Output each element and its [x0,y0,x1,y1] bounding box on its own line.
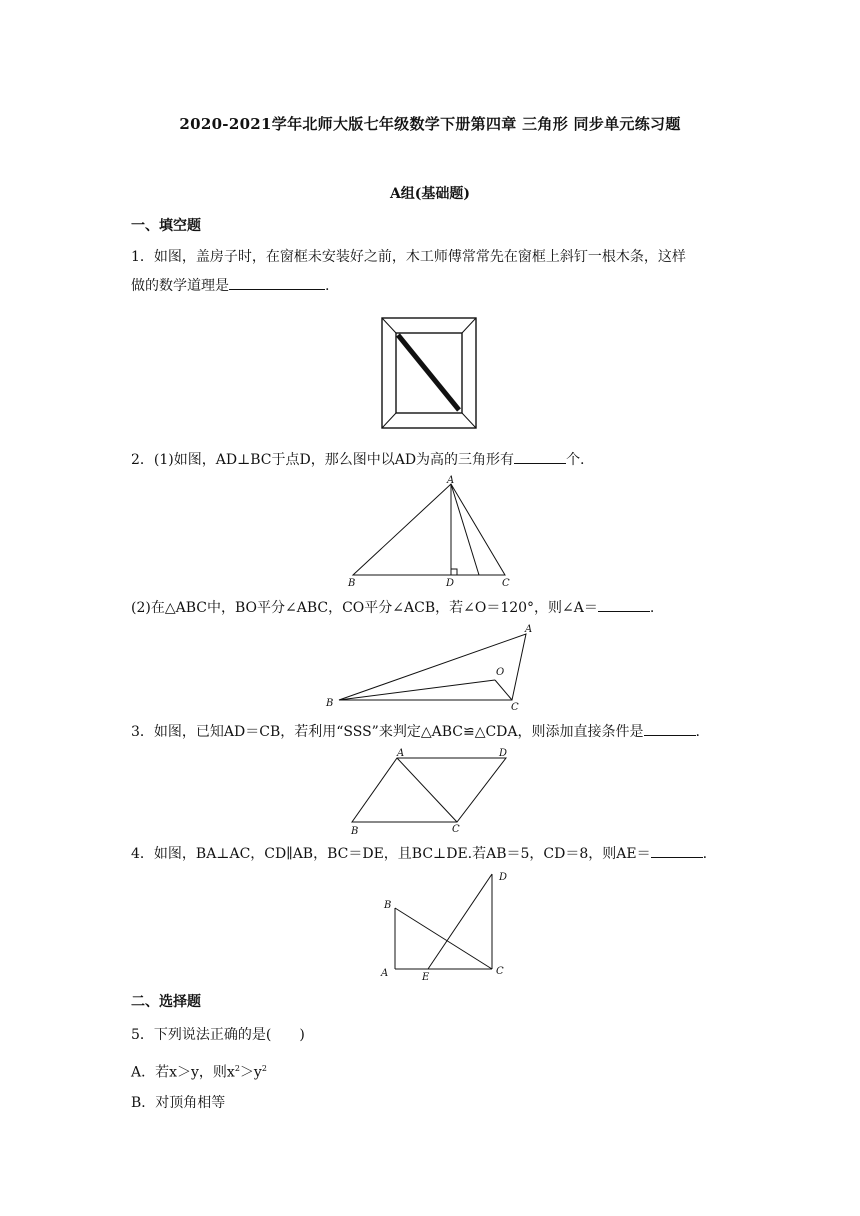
answer-blank[interactable] [229,275,325,290]
question-3: 3．如图，已知AD＝CB，若利用“SSS”来判定△ABC≌△CDA，则添加直接条件是 . [131,721,731,743]
question-4: 4．如图，BA⊥AC，CD∥AB，BC＝DE，且BC⊥DE.若AB＝5，CD＝8，则AE＝ . [131,843,731,865]
label-c: C [511,702,519,712]
section-fill-in: 一、填空题 [131,218,201,234]
segment-bo [339,680,495,700]
page-title: 2020-2021学年北师大版七年级数学下册第四章 三角形 同步单元练习题 [179,115,681,133]
answer-blank[interactable] [514,449,566,464]
label-d: D [499,748,508,759]
label-d: D [499,872,508,883]
quadrilateral-abcd [352,758,506,822]
option-a: A．若x＞y，则$x^2>y^2$ [131,1064,267,1081]
diagonal-brace [398,335,459,410]
segment-bc [395,908,492,969]
question-2-part1: 2．(1)如图，AD⊥BC于点D，那么图中以AD为高的三角形有 个. [131,449,731,471]
parallelogram-figure [345,744,517,836]
label-c: C [502,578,510,589]
question-5: 5．下列说法正确的是( ) [131,1027,305,1043]
answer-blank[interactable] [651,843,703,858]
label-c: C [452,824,460,835]
frame-corner-line [462,318,476,333]
answer-blank[interactable] [644,721,696,736]
question-1 [131,246,731,297]
label-a: A [381,968,389,979]
altitude-triangle-figure [340,472,520,590]
segment-from-a [451,484,479,575]
segment-co [495,680,512,700]
label-c: C [496,966,504,977]
answer-blank[interactable] [598,597,650,612]
label-a: A [525,624,533,635]
frame-corner-line [382,318,396,333]
question-2-part2: (2)在△ABC中，BO平分∠ABC，CO平分∠ACB，若∠O＝120°，则∠A＝ . [131,597,731,619]
frame-corner-line [382,413,396,428]
label-o: O [496,667,505,678]
label-b: B [384,900,392,911]
option-b: B．对顶角相等 [131,1095,226,1111]
label-b: B [348,578,356,589]
question-1-line1: 1．如图，盖房子时，在窗框未安装好之前，木工师傅常常先在窗框上斜钉一根木条，这样 [131,249,686,265]
diagonal-ac [397,758,457,822]
label-e: E [422,972,430,983]
label-d: D [446,578,455,589]
triangle-abc [353,484,505,575]
right-triangles-figure [375,866,515,986]
segment-de [428,874,492,969]
group-heading: A组(基础题) [389,186,471,202]
label-a: A [397,748,405,759]
label-b: B [326,698,334,709]
label-a: A [447,475,455,486]
frame-corner-line [462,413,476,428]
section-multiple-choice: 二、选择题 [131,994,201,1010]
window-frame-figure [380,316,478,430]
question-1-line2: 做的数学道理是 . [131,275,731,297]
label-b: B [351,826,359,836]
right-angle-mark [451,569,457,575]
angle-bisector-figure [320,620,540,712]
